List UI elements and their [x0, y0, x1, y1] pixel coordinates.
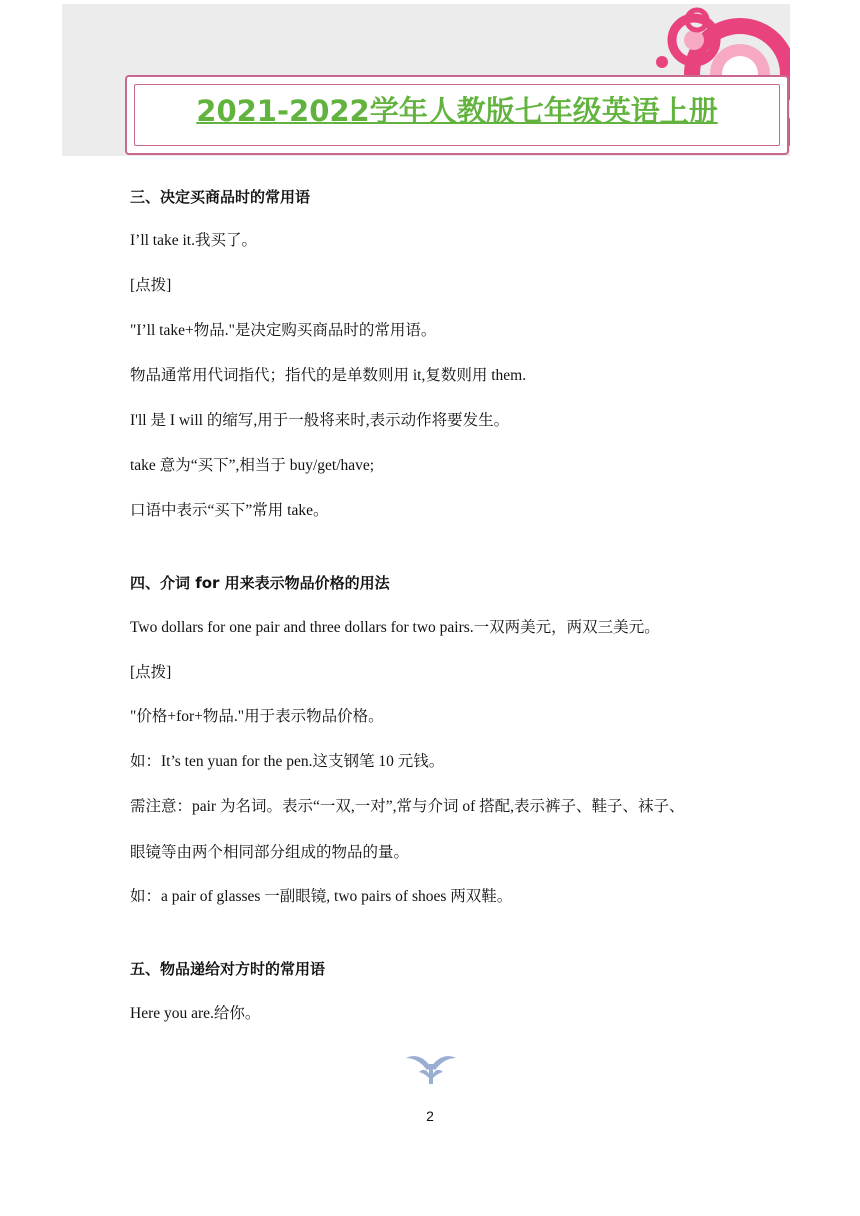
section-heading-4: 四、介词 for 用来表示物品价格的用法: [130, 574, 390, 592]
publisher-logo-icon: [405, 1050, 457, 1086]
text-line: "价格+for+物品."用于表示物品价格。: [130, 708, 384, 725]
header-banner: [62, 4, 790, 156]
text-line: Here you are.给你。: [130, 1005, 261, 1022]
page-number: 2: [426, 1108, 434, 1124]
text-line: "I’ll take+物品."是决定购买商品时的常用语。: [130, 322, 437, 339]
text-line: 如：a pair of glasses 一副眼镜, two pairs of shoes 两双鞋。: [130, 888, 513, 905]
text-line: 口语中表示“买下”常用 take。: [130, 502, 329, 519]
text-line: Two dollars for one pair and three dollars for two pairs.一双两美元，两双三美元。: [130, 619, 660, 636]
section-heading-5: 五、物品递给对方时的常用语: [130, 960, 326, 978]
title-frame: [125, 75, 789, 155]
section-heading-3: 三、决定买商品时的常用语: [130, 188, 311, 206]
text-line: [点拨]: [130, 277, 172, 294]
text-line: I'll 是 I will 的缩写,用于一般将来时,表示动作将要发生。: [130, 412, 510, 429]
text-line: 眼镜等由两个相同部分组成的物品的量。: [130, 844, 410, 861]
text-line: I’ll take it.我买了。: [130, 232, 257, 249]
text-line: 如：It’s ten yuan for the pen.这支钢笔 10 元钱。: [130, 753, 445, 770]
document-title: 2021-2022学年人教版七年级英语上册: [196, 94, 718, 128]
text-line: take 意为“买下”,相当于 buy/get/have;: [130, 457, 375, 474]
text-line: [点拨]: [130, 664, 172, 681]
text-line: 物品通常用代词指代；指代的是单数则用 it,复数则用 them.: [130, 367, 527, 384]
text-line: 需注意：pair 为名词。表示“一双,一对”,常与介词 of 搭配,表示裤子、鞋子、袜子、: [130, 798, 685, 815]
